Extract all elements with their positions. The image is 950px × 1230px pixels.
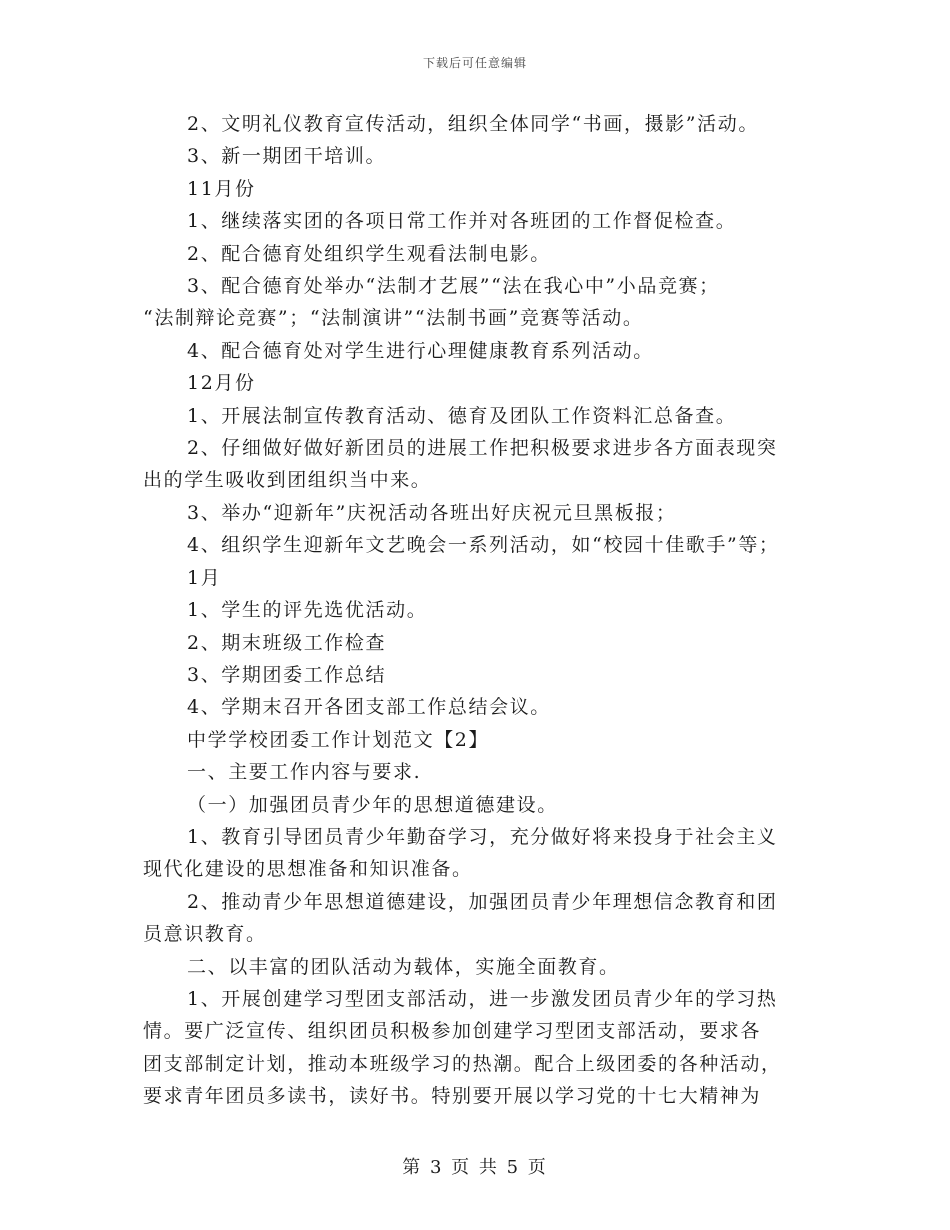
paragraph-line: 11月份: [187, 177, 256, 200]
paragraph-line: 现代化建设的思想准备和知识准备。: [143, 858, 473, 881]
document-body: [143, 108, 823, 1113]
paragraph-line: 中学学校团委工作计划范文【2】: [187, 728, 490, 751]
page-header: 下载后可任意编辑: [422, 56, 527, 70]
page-footer: 第 3 页 共 5 页: [402, 1157, 548, 1178]
paragraph-line: “法制辩论竞赛”；“法制演讲”“法制书画”竞赛等活动。: [143, 307, 644, 330]
paragraph-line: 4、配合德育处对学生进行心理健康教育系列活动。: [187, 339, 654, 362]
paragraph-line: 员意识教育。: [143, 923, 267, 946]
paragraph-line: 4、学期末召开各团支部工作总结会议。: [187, 696, 551, 719]
paragraph-line: 情。要广泛宣传、组织团员积极参加创建学习型团支部活动，要求各: [143, 1020, 762, 1043]
paragraph-line: 2、推动青少年思想道德建设，加强团员青少年理想信念教育和团: [187, 890, 778, 913]
paragraph-line: 12月份: [187, 372, 256, 395]
paragraph-line: 3、举办“迎新年”庆祝活动各班出好庆祝元旦黑板报；: [187, 501, 677, 524]
paragraph-line: 1、开展创建学习型团支部活动，进一步激发团员青少年的学习热: [187, 987, 778, 1010]
paragraph-line: 4、组织学生迎新年文艺晚会一系列活动，如“校园十佳歌手”等；: [187, 534, 780, 557]
paragraph-line: （一）加强团员青少年的思想道德建设。: [187, 793, 558, 816]
paragraph-line: 二、以丰富的团队活动为载体，实施全面教育。: [187, 955, 620, 978]
paragraph-line: 2、仔细做好做好新团员的进展工作把积极要求进步各方面表现突: [187, 437, 778, 460]
paragraph-line: 一、主要工作内容与要求.: [187, 761, 422, 784]
paragraph-line: 2、配合德育处组织学生观看法制电影。: [187, 242, 551, 265]
paragraph-line: 团支部制定计划，推动本班级学习的热潮。配合上级团委的各种活动，: [143, 1052, 782, 1075]
paragraph-line: 3、学期团委工作总结: [187, 663, 387, 686]
paragraph-line: 2、文明礼仪教育宣传活动，组织全体同学“书画，摄影”活动。: [187, 113, 759, 135]
paragraph-line: 1、开展法制宣传教育活动、德育及团队工作资料汇总备查。: [187, 404, 737, 427]
paragraph-line: 2、期末班级工作检查: [187, 631, 387, 654]
paragraph-line: 1月: [187, 566, 222, 589]
paragraph-line: 出的学生吸收到团组织当中来。: [143, 469, 432, 492]
paragraph-line: 要求青年团员多读书，读好书。特别要开展以学习党的十七大精神为: [143, 1085, 762, 1108]
paragraph-line: 3、新一期团干培训。: [187, 145, 387, 168]
paragraph-line: 1、继续落实团的各项日常工作并对各班团的工作督促检查。: [187, 210, 737, 233]
paragraph-line: 3、配合德育处举办“法制才艺展”“法在我心中”小品竞赛；: [187, 275, 720, 298]
paragraph-line: 1、教育引导团员青少年勤奋学习，充分做好将来投身于社会主义: [187, 825, 778, 848]
paragraph-line: 1、学生的评先选优活动。: [187, 599, 428, 622]
